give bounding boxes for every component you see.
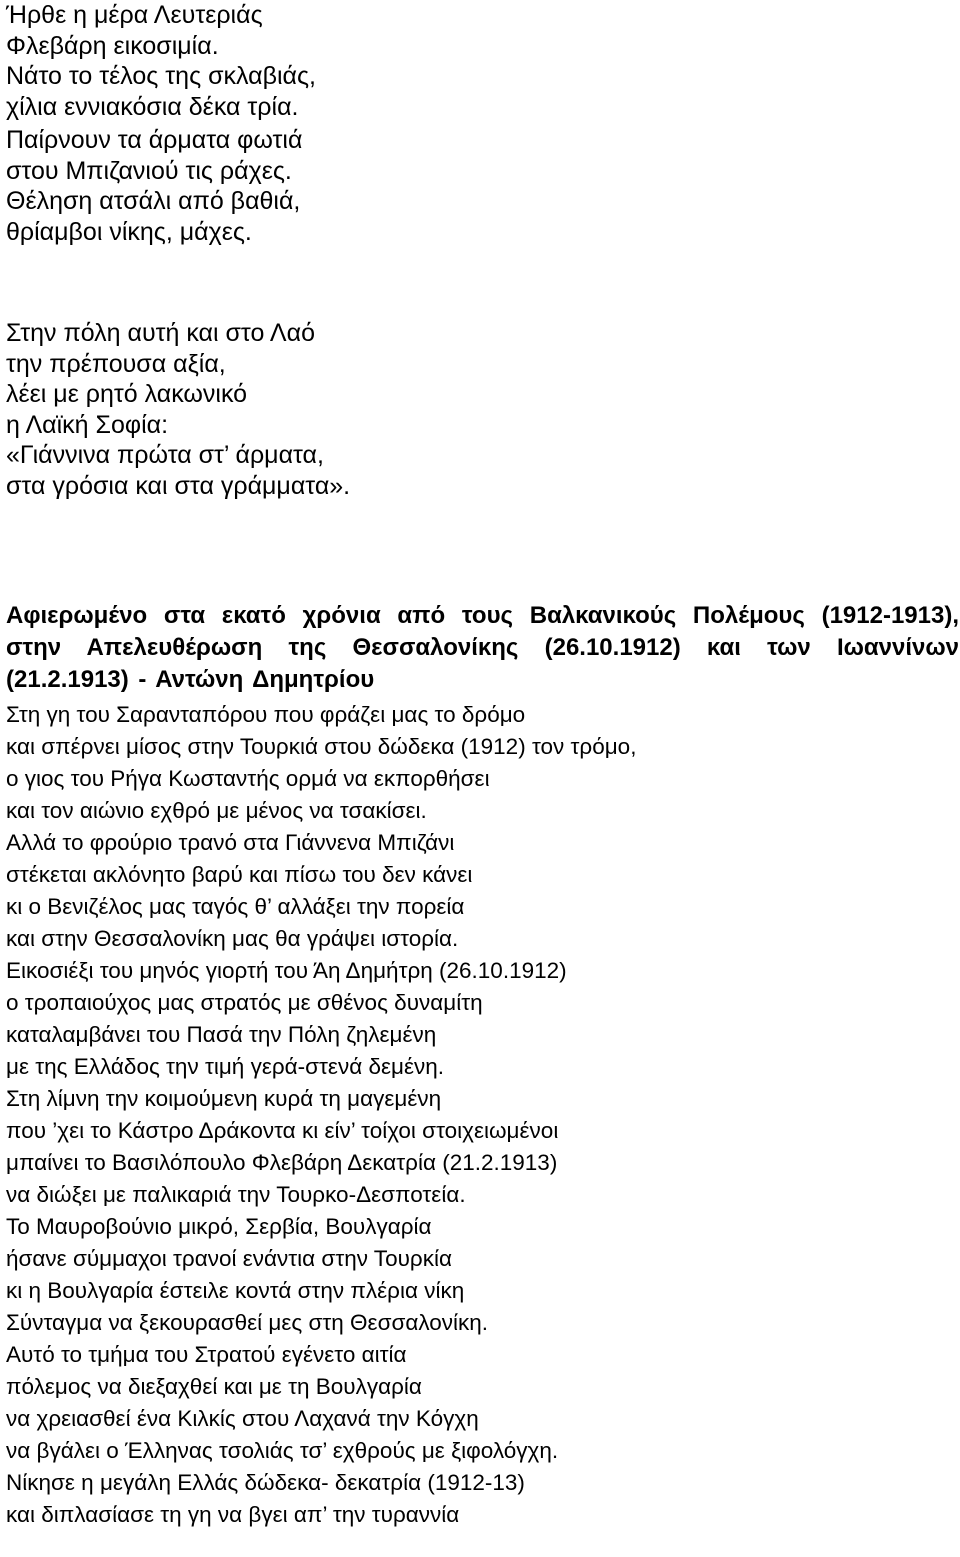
stanza-line: Θέληση ατσάλι από βαθιά, bbox=[6, 187, 301, 216]
poem-line: ο τροπαιούχος μας στρατός με σθένος δυναμίτη bbox=[6, 990, 483, 1015]
poem-line: Αλλά το φρούριο τρανό στα Γιάννενα Μπιζάνι bbox=[6, 830, 455, 855]
stanza-line: Φλεβάρη εικοσιμία. bbox=[6, 31, 219, 60]
poem-line: και στην Θεσσαλονίκη μας θα γράψει ιστορία. bbox=[6, 926, 459, 951]
stanza-line: «Γιάννινα πρώτα στ’ άρματα, bbox=[6, 441, 324, 470]
poem-stanza-1 bbox=[6, 0, 906, 122]
poem-line: καταλαμβάνει του Πασά την Πόλη ζηλεμένη bbox=[6, 1022, 437, 1047]
stanza-line: χίλια εννιακόσια δέκα τρία. bbox=[6, 92, 299, 121]
stanza-line: Στην πόλη αυτή και στο Λαό bbox=[6, 319, 315, 347]
stanza-line: λέει με ρητό λακωνικό bbox=[6, 380, 248, 409]
poem-line: Στη γη του Σαρανταπόρου που φράζει μας το δρόμο bbox=[6, 702, 526, 727]
poem-line: με της Ελλάδος την τιμή γερά-στενά δεμένη. bbox=[6, 1054, 445, 1079]
stanza-line: η Λαϊκή Σοφία: bbox=[6, 410, 169, 439]
main-poem bbox=[6, 699, 936, 1531]
stanza-line: θρίαμβοι νίκης, μάχες. bbox=[6, 217, 252, 246]
stanza-line: Ήρθε η μέρα Λευτεριάς bbox=[6, 1, 263, 29]
poem-line: Νίκησε η μεγάλη Ελλάς δώδεκα- δεκατρία (1912-13) bbox=[6, 1470, 525, 1495]
poem-line: ο γιος του Ρήγα Κωσταντής ορμά να εκπορθήσει bbox=[6, 766, 490, 791]
poem-line: Το Μαυροβούνιο μικρό, Σερβία, Βουλγαρία bbox=[6, 1214, 432, 1239]
poem-line: Σύνταγμα να ξεκουρασθεί μες στη Θεσσαλονίκη. bbox=[6, 1310, 489, 1335]
stanza-line: στου Μπιζανιού τις ράχες. bbox=[6, 156, 292, 185]
poem-line: κι ο Βενιζέλος μας ταγός θ’ αλλάξει την πορεία bbox=[6, 894, 465, 919]
poem-line: πόλεμος να διεξαχθεί και με τη Βουλγαρία bbox=[6, 1374, 422, 1399]
poem-line: μπαίνει το Βασιλόπουλο Φλεβάρη Δεκατρία (21.2.1913) bbox=[6, 1150, 558, 1175]
stanza-line: στα γρόσια και στα γράμματα». bbox=[6, 471, 351, 500]
poem-line: και σπέρνει μίσος στην Τουρκιά στου δώδεκα (1912) τον τρόμο, bbox=[6, 734, 637, 759]
poem-line: Στη λίμνη την κοιμούμενη κυρά τη μαγεμένη bbox=[6, 1086, 442, 1111]
poem-line: ήσανε σύμμαχοι τρανοί ενάντια στην Τουρκία bbox=[6, 1246, 452, 1271]
poem-line: και διπλασίασε τη γη να βγει απ’ την τυραννία bbox=[6, 1502, 460, 1527]
poem-line: που ’χει το Κάστρο Δράκοντα κι είν’ τοίχοι στοιχειωμένοι bbox=[6, 1118, 559, 1143]
stanza-line: την πρέπουσα αξία, bbox=[6, 349, 226, 378]
poem-line: να διώξει με παλικαριά την Τουρκο-Δεσποτεία. bbox=[6, 1182, 466, 1207]
poem-stanza-2 bbox=[6, 125, 906, 247]
stanza-line: Παίρνουν τα άρματα φωτιά bbox=[6, 126, 303, 154]
poem-line: στέκεται ακλόνητο βαρύ και πίσω του δεν κάνει bbox=[6, 862, 473, 887]
poem-line: Αυτό το τμήμα του Στρατού εγένετο αιτία bbox=[6, 1342, 407, 1367]
poem-line: να βγάλει ο Έλληνας τσολιάς τσ’ εχθρούς με ξιφολόγχη. bbox=[6, 1438, 559, 1463]
poem-stanza-3 bbox=[6, 318, 906, 502]
poem-line: και τον αιώνιο εχθρό με μένος να τσακίσει. bbox=[6, 798, 427, 823]
poem-line: Εικοσιέξι του μηνός γιορτή του Άη Δημήτρη (26.10.1912) bbox=[6, 958, 567, 983]
stanza-line: Νάτο το τέλος της σκλαβιάς, bbox=[6, 62, 316, 91]
poem-line: να χρειασθεί ένα Κιλκίς στου Λαχανά την Κόγχη bbox=[6, 1406, 479, 1431]
poem-line: κι η Βουλγαρία έστειλε κοντά στην πλέρια νίκη bbox=[6, 1278, 465, 1303]
dedication-heading: Αφιερωμένο στα εκατό χρόνια από τους Βαλκανικούς Πολέμους (1912-1913), στην Απελευθέρωση της Θεσσαλονίκης (26.10.1912) και των Ιωαννίνων (21.2.1913) - Αντώνη Δημητρίου bbox=[6, 602, 959, 693]
